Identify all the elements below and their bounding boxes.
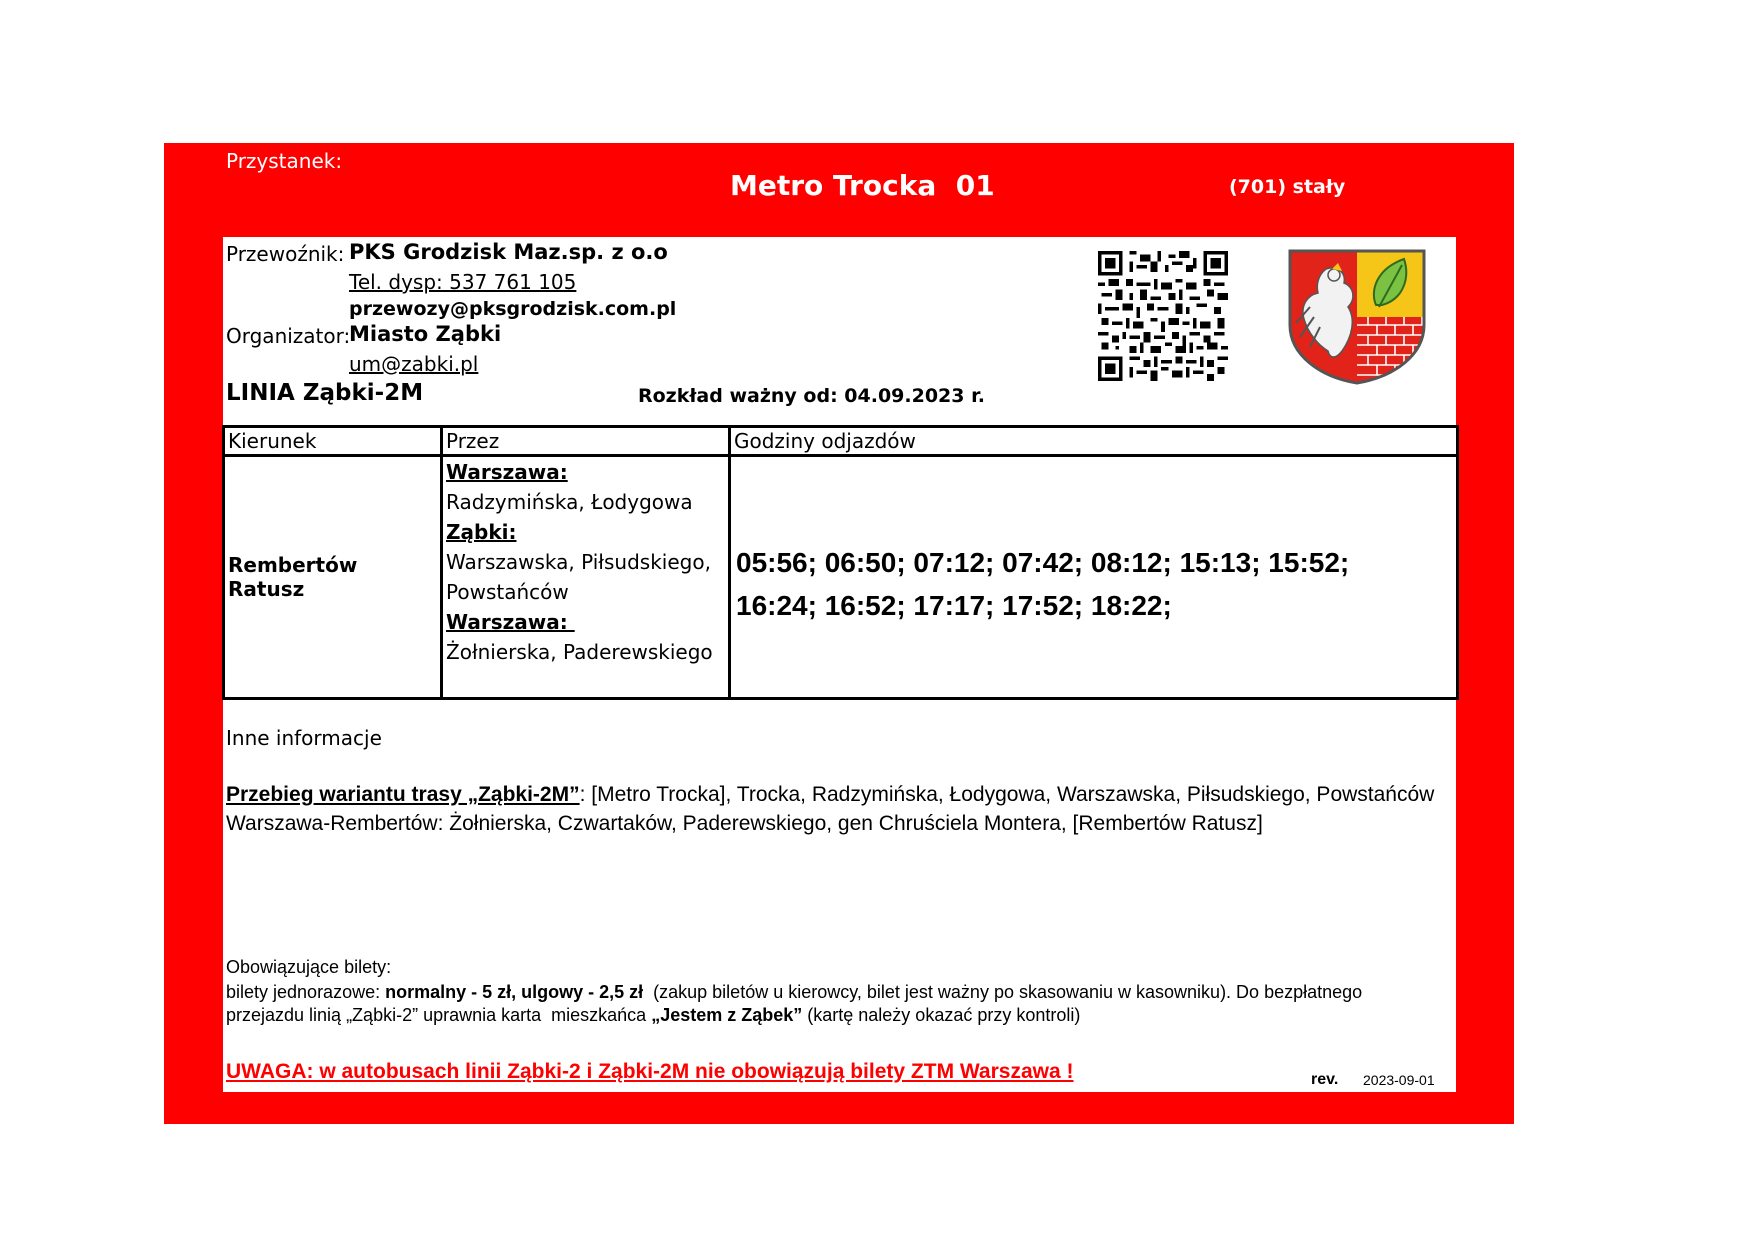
- departures-cell: [730, 456, 1458, 699]
- via-streets: Żołnierska, Paderewskiego: [446, 640, 713, 664]
- stop-code: (701) stały: [1229, 176, 1346, 198]
- valid-from: Rozkład ważny od: 04.09.2023 r.: [638, 385, 985, 407]
- ticket-prices: normalny - 5 zł, ulgowy - 2,5 zł: [385, 982, 644, 1002]
- revision-date: 2023-09-01: [1363, 1072, 1435, 1088]
- route-text: : [Metro Trocka], Trocka, Radzymińska, Łodygowa, Warszawska, Piłsudskiego, Powstańców Warszawa-Rembertów: Żołnierska, Czwartaków, Paderewskiego, gen Chruściela Montera, [Rembertów Ratusz]: [226, 783, 1435, 835]
- via-cell: [442, 456, 730, 699]
- tickets-details: (zakup biletów u kierowcy, bilet jest ważny po skasowaniu w kasowniku). Do bezpłatnego przejazdu linią „Ząbki-2” uprawnia karta mieszkańca: [226, 982, 1368, 1025]
- route-label: Przebieg wariantu trasy „Ząbki-2M”: [226, 783, 580, 806]
- resident-card-name: „Jestem z Ząbek”: [651, 1005, 803, 1025]
- organizer-name: Miasto Ząbki: [349, 322, 502, 346]
- qr-code-icon[interactable]: [1089, 251, 1237, 381]
- timetable-content: [223, 237, 1456, 1092]
- revision-label: rev.: [1311, 1071, 1339, 1088]
- via-heading: Warszawa:: [446, 460, 568, 484]
- timetable-frame: [164, 143, 1514, 1124]
- via-heading: Ząbki:: [446, 520, 517, 544]
- via-streets: Radzymińska, Łodygowa: [446, 490, 693, 514]
- departure-times: [734, 541, 1453, 627]
- carrier-email[interactable]: przewozy@pksgrodzisk.com.pl: [349, 298, 677, 320]
- organizer-email[interactable]: um@zabki.pl: [349, 352, 479, 376]
- tickets-description: [226, 981, 1436, 1027]
- carrier-name: PKS Grodzisk Maz.sp. z o.o: [349, 240, 668, 264]
- direction-cell: [224, 456, 442, 699]
- carrier-phone[interactable]: Tel. dysp: 537 761 105: [349, 270, 577, 294]
- stop-label: Przystanek:: [226, 149, 343, 173]
- header-via: Przez: [442, 427, 730, 456]
- info-heading: Inne informacje: [226, 726, 382, 750]
- carrier-label: Przewoźnik:: [226, 242, 345, 266]
- via-heading: Warszawa:: [446, 610, 575, 634]
- direction-name: Rembertów Ratusz: [228, 553, 358, 601]
- departure-times-line: 05:56; 06:50; 07:12; 07:42; 08:12; 15:13; 15:52;: [736, 547, 1350, 578]
- tickets-end: (kartę należy okazać przy kontroli): [802, 1005, 1081, 1025]
- tickets-prefix: bilety jednorazowe:: [226, 982, 386, 1002]
- schedule-table: [222, 425, 1459, 700]
- line-name: LINIA Ząbki-2M: [226, 380, 424, 406]
- via-streets: Warszawska, Piłsudskiego,: [446, 550, 711, 574]
- schedule-header-row: [224, 427, 1458, 456]
- ztm-warning: UWAGA: w autobusach linii Ząbki-2 i Ząbki-2M nie obowiązują bilety ZTM Warszawa !: [226, 1060, 1074, 1083]
- departure-times-line: 16:24; 16:52; 17:17; 17:52; 18:22;: [736, 590, 1172, 621]
- header-direction: Kierunek: [224, 427, 442, 456]
- schedule-row: [224, 456, 1458, 699]
- organizer-label: Organizator:: [226, 324, 351, 348]
- header-departures: Godziny odjazdów: [730, 427, 1458, 456]
- tickets-heading: Obowiązujące bilety:: [226, 957, 392, 977]
- route-description: [226, 780, 1451, 838]
- via-streets: Powstańców: [446, 580, 569, 604]
- stop-name: Metro Trocka 01: [730, 169, 995, 202]
- zabki-coat-of-arms-icon: [1286, 247, 1428, 385]
